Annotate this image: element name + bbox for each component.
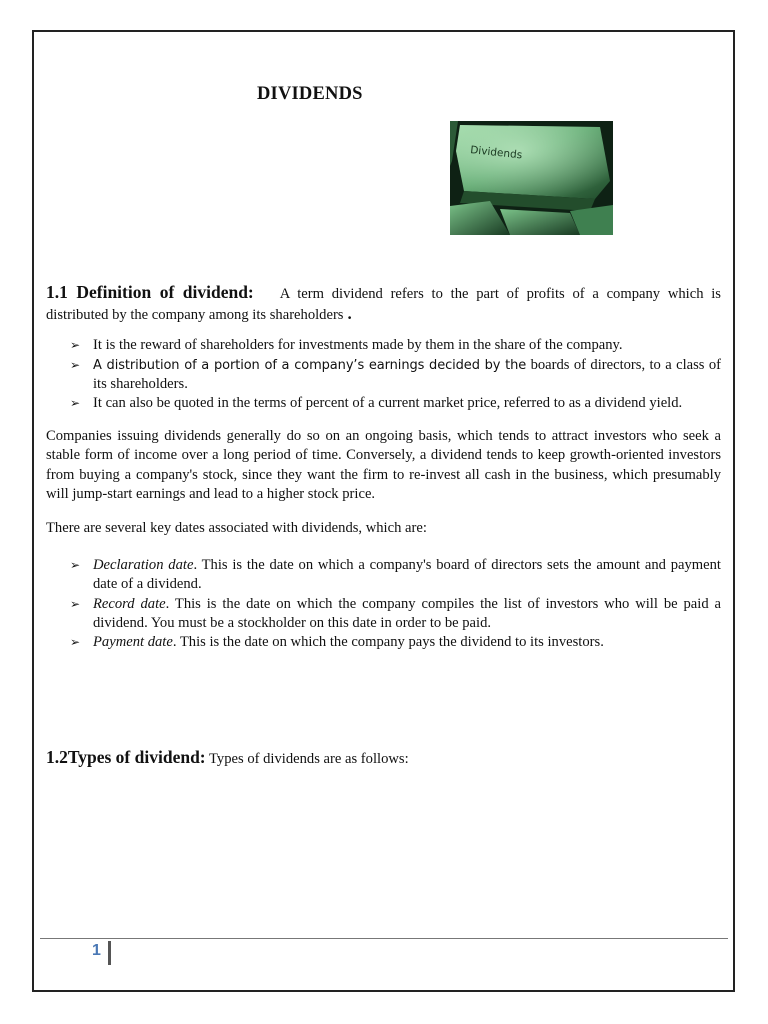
arrow-bullet-icon: ➢	[70, 396, 81, 411]
list-item: ➢ Record date. This is the date on which the company compiles the list of investors who will be paid a dividend. You must be a stockholder on this date in order to be paid.	[70, 595, 721, 631]
definition-bullet-list	[46, 336, 721, 413]
arrow-bullet-icon: ➢	[70, 596, 81, 611]
date-term: Payment date	[93, 634, 173, 651]
list-item: ➢ Declaration date. This is the date on which a company's board of directors sets the amount and payment date of a dividend.	[70, 557, 721, 593]
date-term: Record date	[93, 595, 166, 612]
page-number-bar	[108, 941, 111, 965]
key-dates-list	[46, 556, 721, 652]
list-item: ➢ It can also be quoted in the terms of percent of a current market price, referred to as a dividend yield.	[46, 394, 721, 413]
section-1-heading: 1.1 Definition of dividend:	[46, 282, 254, 302]
list-item: ➢ A distribution of a portion of a company’s earnings decided by the boards of directors, to a class of its shareholders.	[70, 356, 721, 392]
footer-divider	[40, 938, 728, 939]
document-title: DIVIDENDS	[257, 84, 363, 104]
page-number: 1	[92, 942, 101, 959]
arrow-bullet-icon: ➢	[70, 558, 81, 573]
dates-intro: There are several key dates associated with dividends, which are:	[46, 520, 427, 537]
types-intro: Types of dividends are as follows:	[209, 751, 409, 768]
section-2-heading: 1.2Types of dividend:	[46, 747, 206, 768]
arrow-bullet-icon: ➢	[70, 338, 81, 353]
arrow-bullet-icon: ➢	[70, 357, 81, 372]
definition-end-mark: .	[347, 304, 352, 324]
list-item: ➢ It is the reward of shareholders for investments made by them in the share of the company.	[46, 336, 721, 355]
definition-text: A term dividend refers to the part of profits of a company which is distributed by the company among its shareholders	[46, 286, 721, 324]
document-body	[46, 283, 721, 769]
key-label: Dividends	[469, 144, 523, 162]
list-item: ➢ Payment date. This is the date on which the company pays the dividend to its investors.	[46, 633, 721, 652]
date-term: Declaration date	[93, 557, 194, 574]
body-paragraph: Companies issuing dividends generally do so on an ongoing basis, which tends to attract investors who seek a stable form of income over a long period of time. Conversely, a dividend tends to keep growth-oriented investors from buying a company's stock, since they want the firm to re-invest all cash in the business, which presumably will jump-start earnings and lead to a higher stock price.	[46, 428, 721, 502]
dividends-keyboard-image	[450, 121, 613, 235]
types-paragraph	[46, 748, 721, 769]
definition-paragraph	[46, 283, 721, 325]
arrow-bullet-icon: ➢	[70, 635, 81, 650]
